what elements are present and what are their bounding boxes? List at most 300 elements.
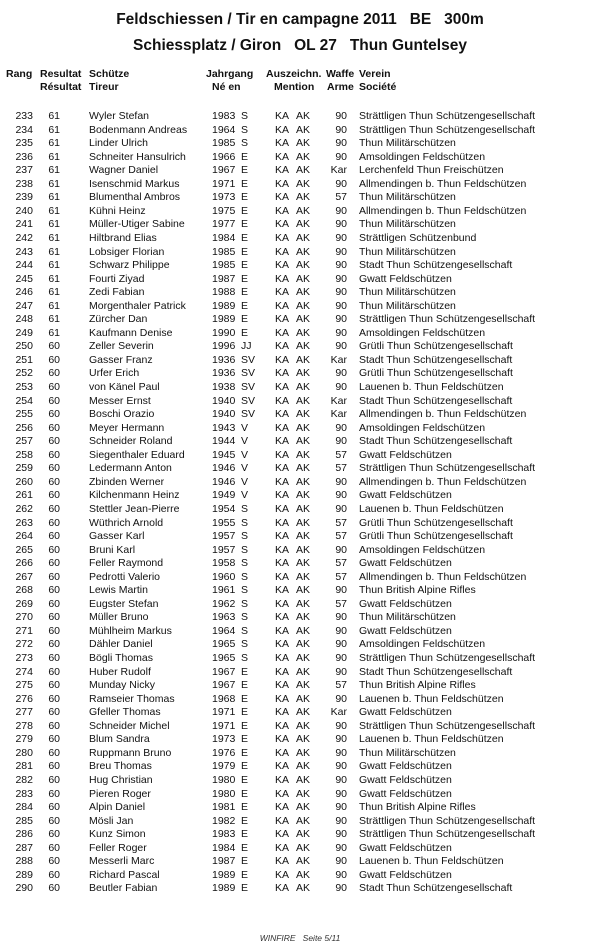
cell-auszeichnung-ak: AK bbox=[296, 394, 311, 407]
cell-auszeichnung-ak: AK bbox=[296, 259, 311, 272]
cell-auszeichnung-ka: KA bbox=[275, 394, 290, 407]
cell-schuetze: Hug Christian bbox=[89, 773, 153, 786]
cell-verein: Gwatt Feldschützen bbox=[359, 773, 452, 786]
cell-schuetze: Linder Ulrich bbox=[89, 137, 148, 150]
cell-waffe: 90 bbox=[335, 367, 347, 380]
cell-auszeichnung-ka: KA bbox=[275, 245, 290, 258]
cell-waffe: 90 bbox=[335, 692, 347, 705]
cell-auszeichnung-ak: AK bbox=[296, 584, 311, 597]
cell-schuetze: Bruni Karl bbox=[89, 543, 136, 556]
cell-verein: Gwatt Feldschützen bbox=[359, 272, 452, 285]
header-tireur: Tireur bbox=[89, 81, 119, 93]
cell-waffe: 90 bbox=[335, 773, 347, 786]
cell-rang: 238 bbox=[15, 177, 33, 190]
table-row bbox=[0, 652, 600, 666]
cell-waffe: 90 bbox=[335, 828, 347, 841]
cell-rang: 239 bbox=[15, 191, 33, 204]
cell-resultat: 61 bbox=[48, 272, 60, 285]
cell-jahrgang: 1940 bbox=[212, 394, 236, 407]
cell-auszeichnung-ak: AK bbox=[296, 489, 311, 502]
cell-schuetze: Kaufmann Denise bbox=[89, 326, 173, 339]
cell-schuetze: Isenschmid Markus bbox=[89, 177, 180, 190]
cell-kategorie: S bbox=[241, 638, 249, 651]
cell-jahrgang: 1967 bbox=[212, 164, 236, 177]
cell-auszeichnung-ak: AK bbox=[296, 855, 311, 868]
cell-resultat: 60 bbox=[48, 448, 60, 461]
cell-verein: Allmendingen b. Thun Feldschützen bbox=[359, 570, 527, 583]
cell-verein: Amsoldingen Feldschützen bbox=[359, 638, 486, 651]
cell-kategorie: V bbox=[241, 448, 249, 461]
cell-waffe: 57 bbox=[335, 597, 347, 610]
cell-jahrgang: 1964 bbox=[212, 123, 236, 136]
cell-kategorie: S bbox=[241, 597, 249, 610]
cell-auszeichnung-ak: AK bbox=[296, 882, 311, 895]
cell-rang: 241 bbox=[15, 218, 33, 231]
cell-kategorie: E bbox=[241, 733, 249, 746]
cell-kategorie: E bbox=[241, 801, 249, 814]
cell-schuetze: Wüthrich Arnold bbox=[89, 516, 164, 529]
cell-verein: Gwatt Feldschützen bbox=[359, 557, 452, 570]
cell-auszeichnung-ak: AK bbox=[296, 286, 311, 299]
cell-resultat: 60 bbox=[48, 543, 60, 556]
cell-resultat: 61 bbox=[48, 218, 60, 231]
cell-rang: 251 bbox=[15, 353, 33, 366]
cell-jahrgang: 1965 bbox=[212, 652, 236, 664]
cell-verein: Lauenen b. Thun Feldschützen bbox=[359, 855, 504, 868]
table-row bbox=[0, 354, 600, 368]
cell-kategorie: S bbox=[241, 570, 249, 583]
cell-verein: Stadt Thun Schützengesellschaft bbox=[359, 882, 513, 895]
cell-rang: 274 bbox=[15, 665, 33, 678]
cell-auszeichnung-ka: KA bbox=[275, 353, 290, 366]
table-row bbox=[0, 273, 600, 287]
cell-auszeichnung-ak: AK bbox=[296, 516, 311, 529]
cell-auszeichnung-ka: KA bbox=[275, 502, 290, 515]
cell-jahrgang: 1965 bbox=[212, 638, 236, 651]
cell-jahrgang: 1945 bbox=[212, 448, 236, 461]
cell-auszeichnung-ka: KA bbox=[275, 855, 290, 868]
cell-schuetze: Huber Rudolf bbox=[89, 665, 151, 678]
cell-resultat: 61 bbox=[48, 191, 60, 204]
header-jahrgang: Jahrgang bbox=[206, 68, 254, 80]
cell-schuetze: Beutler Fabian bbox=[89, 882, 158, 895]
cell-rang: 265 bbox=[15, 543, 33, 556]
table-row bbox=[0, 462, 600, 476]
cell-kategorie: S bbox=[241, 502, 249, 515]
cell-waffe: 90 bbox=[335, 882, 347, 895]
cell-waffe: 90 bbox=[335, 313, 347, 326]
cell-jahrgang: 1961 bbox=[212, 584, 236, 597]
cell-kategorie: S bbox=[241, 110, 249, 122]
cell-jahrgang: 1946 bbox=[212, 462, 236, 475]
cell-auszeichnung-ka: KA bbox=[275, 448, 290, 461]
cell-verein: Thun Militärschützen bbox=[359, 746, 456, 759]
cell-resultat: 60 bbox=[48, 394, 60, 407]
cell-kategorie: JJ bbox=[241, 340, 252, 353]
cell-verein: Stadt Thun Schützengesellschaft bbox=[359, 435, 513, 448]
table-row bbox=[0, 164, 600, 178]
cell-resultat: 60 bbox=[48, 719, 60, 732]
cell-kategorie: E bbox=[241, 150, 249, 163]
cell-schuetze: Siegenthaler Eduard bbox=[89, 448, 185, 461]
cell-waffe: 90 bbox=[335, 760, 347, 773]
cell-kategorie: S bbox=[241, 557, 249, 570]
cell-verein: Stadt Thun Schützengesellschaft bbox=[359, 259, 513, 272]
cell-jahrgang: 1985 bbox=[212, 245, 236, 258]
cell-schuetze: Messerli Marc bbox=[89, 855, 155, 868]
cell-rang: 273 bbox=[15, 652, 33, 664]
table-row bbox=[0, 733, 600, 747]
cell-jahrgang: 1979 bbox=[212, 760, 236, 773]
cell-waffe: 90 bbox=[335, 177, 347, 190]
cell-resultat: 61 bbox=[48, 164, 60, 177]
table-row bbox=[0, 178, 600, 192]
table-row bbox=[0, 422, 600, 436]
cell-verein: Thun Militärschützen bbox=[359, 611, 456, 624]
cell-rang: 288 bbox=[15, 855, 33, 868]
cell-schuetze: Mösli Jan bbox=[89, 814, 134, 827]
cell-resultat: 60 bbox=[48, 706, 60, 719]
cell-rang: 268 bbox=[15, 584, 33, 597]
cell-resultat: 61 bbox=[48, 177, 60, 190]
cell-jahrgang: 1955 bbox=[212, 516, 236, 529]
cell-waffe: 90 bbox=[335, 502, 347, 515]
cell-schuetze: Schneider Roland bbox=[89, 435, 173, 448]
cell-schuetze: Morgenthaler Patrick bbox=[89, 299, 186, 312]
table-row bbox=[0, 191, 600, 205]
cell-waffe: Kar bbox=[330, 706, 347, 719]
cell-auszeichnung-ak: AK bbox=[296, 530, 311, 543]
cell-auszeichnung-ka: KA bbox=[275, 543, 290, 556]
cell-jahrgang: 1984 bbox=[212, 231, 236, 244]
cell-auszeichnung-ka: KA bbox=[275, 231, 290, 244]
cell-resultat: 60 bbox=[48, 340, 60, 353]
cell-verein: Amsoldingen Feldschützen bbox=[359, 326, 486, 339]
cell-kategorie: E bbox=[241, 706, 249, 719]
cell-resultat: 60 bbox=[48, 855, 60, 868]
cell-auszeichnung-ka: KA bbox=[275, 773, 290, 786]
cell-schuetze: Alpin Daniel bbox=[89, 801, 146, 814]
table-row bbox=[0, 246, 600, 260]
cell-resultat: 60 bbox=[48, 801, 60, 814]
cell-kategorie: E bbox=[241, 231, 249, 244]
header-auszeichnung: Auszeichn. bbox=[266, 68, 322, 80]
cell-verein: Strättligen Thun Schützengesellschaft bbox=[359, 110, 536, 122]
cell-rang: 277 bbox=[15, 706, 33, 719]
cell-auszeichnung-ka: KA bbox=[275, 570, 290, 583]
cell-schuetze: Zeller Severin bbox=[89, 340, 154, 353]
cell-jahrgang: 1975 bbox=[212, 204, 236, 217]
cell-rang: 254 bbox=[15, 394, 33, 407]
cell-rang: 260 bbox=[15, 475, 33, 488]
cell-rang: 282 bbox=[15, 773, 33, 786]
table-row bbox=[0, 476, 600, 490]
cell-verein: Thun Militärschützen bbox=[359, 286, 456, 299]
cell-verein: Amsoldingen Feldschützen bbox=[359, 150, 486, 163]
cell-kategorie: E bbox=[241, 286, 249, 299]
cell-waffe: 90 bbox=[335, 638, 347, 651]
cell-rang: 261 bbox=[15, 489, 33, 502]
cell-verein: Gwatt Feldschützen bbox=[359, 597, 452, 610]
cell-kategorie: E bbox=[241, 773, 249, 786]
cell-kategorie: E bbox=[241, 164, 249, 177]
cell-waffe: 90 bbox=[335, 855, 347, 868]
table-row bbox=[0, 340, 600, 354]
cell-auszeichnung-ak: AK bbox=[296, 204, 311, 217]
cell-auszeichnung-ka: KA bbox=[275, 665, 290, 678]
cell-auszeichnung-ak: AK bbox=[296, 557, 311, 570]
cell-jahrgang: 1989 bbox=[212, 868, 236, 881]
cell-auszeichnung-ak: AK bbox=[296, 462, 311, 475]
cell-verein: Strättligen Schützenbund bbox=[359, 231, 477, 244]
cell-verein: Thun British Alpine Rifles bbox=[359, 584, 476, 597]
cell-resultat: 60 bbox=[48, 353, 60, 366]
cell-auszeichnung-ak: AK bbox=[296, 665, 311, 678]
cell-waffe: 90 bbox=[335, 340, 347, 353]
cell-jahrgang: 1940 bbox=[212, 408, 236, 421]
table-row bbox=[0, 611, 600, 625]
cell-waffe: 90 bbox=[335, 543, 347, 556]
header-verein: Verein bbox=[359, 68, 391, 80]
cell-rang: 256 bbox=[15, 421, 33, 434]
table-row bbox=[0, 693, 600, 707]
table-row bbox=[0, 544, 600, 558]
cell-rang: 249 bbox=[15, 326, 33, 339]
cell-waffe: 57 bbox=[335, 516, 347, 529]
cell-kategorie: E bbox=[241, 299, 249, 312]
cell-schuetze: Kilchenmann Heinz bbox=[89, 489, 180, 502]
cell-auszeichnung-ak: AK bbox=[296, 814, 311, 827]
cell-schuetze: Feller Raymond bbox=[89, 557, 164, 570]
cell-auszeichnung-ka: KA bbox=[275, 381, 290, 393]
cell-kategorie: E bbox=[241, 746, 249, 759]
cell-rang: 266 bbox=[15, 557, 33, 570]
cell-jahrgang: 1968 bbox=[212, 692, 236, 705]
cell-auszeichnung-ak: AK bbox=[296, 123, 311, 136]
cell-auszeichnung-ka: KA bbox=[275, 611, 290, 624]
cell-resultat: 60 bbox=[48, 570, 60, 583]
table-row bbox=[0, 842, 600, 856]
cell-schuetze: Lewis Martin bbox=[89, 584, 148, 597]
table-row bbox=[0, 828, 600, 842]
cell-schuetze: von Känel Paul bbox=[89, 381, 160, 393]
cell-waffe: 90 bbox=[335, 624, 347, 637]
document-title: Feldschiessen / Tir en campagne 2011 BE 300m bbox=[116, 11, 484, 28]
cell-auszeichnung-ak: AK bbox=[296, 218, 311, 231]
table-row bbox=[0, 788, 600, 802]
cell-auszeichnung-ak: AK bbox=[296, 313, 311, 326]
header-arme: Arme bbox=[327, 81, 354, 93]
cell-resultat: 61 bbox=[48, 313, 60, 326]
cell-auszeichnung-ka: KA bbox=[275, 624, 290, 637]
cell-kategorie: E bbox=[241, 841, 249, 854]
cell-jahrgang: 1957 bbox=[212, 543, 236, 556]
cell-jahrgang: 1988 bbox=[212, 286, 236, 299]
cell-waffe: 90 bbox=[335, 218, 347, 231]
cell-rang: 245 bbox=[15, 272, 33, 285]
cell-waffe: 57 bbox=[335, 448, 347, 461]
cell-resultat: 60 bbox=[48, 516, 60, 529]
cell-auszeichnung-ak: AK bbox=[296, 719, 311, 732]
cell-waffe: Kar bbox=[330, 408, 347, 421]
cell-waffe: 90 bbox=[335, 259, 347, 272]
cell-kategorie: E bbox=[241, 313, 249, 326]
cell-waffe: 90 bbox=[335, 801, 347, 814]
cell-waffe: 90 bbox=[335, 137, 347, 150]
cell-schuetze: Ledermann Anton bbox=[89, 462, 172, 475]
cell-verein: Gwatt Feldschützen bbox=[359, 489, 452, 502]
cell-kategorie: E bbox=[241, 218, 249, 231]
cell-auszeichnung-ka: KA bbox=[275, 177, 290, 190]
table-row bbox=[0, 530, 600, 544]
cell-auszeichnung-ka: KA bbox=[275, 259, 290, 272]
cell-auszeichnung-ka: KA bbox=[275, 530, 290, 543]
cell-verein: Thun Militärschützen bbox=[359, 245, 456, 258]
cell-kategorie: SV bbox=[241, 408, 256, 421]
cell-rang: 275 bbox=[15, 679, 33, 692]
cell-jahrgang: 1976 bbox=[212, 746, 236, 759]
header-resultat: Resultat bbox=[40, 68, 82, 80]
cell-auszeichnung-ka: KA bbox=[275, 746, 290, 759]
cell-waffe: 90 bbox=[335, 475, 347, 488]
cell-verein: Gwatt Feldschützen bbox=[359, 448, 452, 461]
cell-jahrgang: 1989 bbox=[212, 299, 236, 312]
cell-rang: 280 bbox=[15, 746, 33, 759]
cell-auszeichnung-ka: KA bbox=[275, 719, 290, 732]
cell-rang: 252 bbox=[15, 367, 33, 380]
cell-kategorie: E bbox=[241, 204, 249, 217]
cell-schuetze: Bögli Thomas bbox=[89, 652, 154, 664]
cell-resultat: 60 bbox=[48, 841, 60, 854]
cell-resultat: 61 bbox=[48, 259, 60, 272]
cell-jahrgang: 1962 bbox=[212, 597, 236, 610]
cell-verein: Allmendingen b. Thun Feldschützen bbox=[359, 408, 527, 421]
cell-kategorie: S bbox=[241, 624, 249, 637]
cell-waffe: 90 bbox=[335, 841, 347, 854]
cell-jahrgang: 1990 bbox=[212, 326, 236, 339]
cell-verein: Thun British Alpine Rifles bbox=[359, 679, 476, 692]
cell-jahrgang: 1983 bbox=[212, 828, 236, 841]
cell-auszeichnung-ka: KA bbox=[275, 787, 290, 800]
cell-auszeichnung-ka: KA bbox=[275, 733, 290, 746]
cell-auszeichnung-ka: KA bbox=[275, 557, 290, 570]
cell-schuetze: Bodenmann Andreas bbox=[89, 123, 188, 136]
cell-schuetze: Lobsiger Florian bbox=[89, 245, 165, 258]
cell-schuetze: Breu Thomas bbox=[89, 760, 152, 773]
table-row bbox=[0, 557, 600, 571]
cell-waffe: 57 bbox=[335, 679, 347, 692]
cell-auszeichnung-ak: AK bbox=[296, 692, 311, 705]
table-row bbox=[0, 110, 600, 124]
header-waffe: Waffe bbox=[326, 68, 355, 80]
cell-resultat: 60 bbox=[48, 652, 60, 664]
cell-auszeichnung-ak: AK bbox=[296, 570, 311, 583]
cell-resultat: 60 bbox=[48, 502, 60, 515]
cell-schuetze: Zbinden Werner bbox=[89, 475, 165, 488]
cell-auszeichnung-ak: AK bbox=[296, 638, 311, 651]
cell-schuetze: Stettler Jean-Pierre bbox=[89, 502, 180, 515]
cell-kategorie: E bbox=[241, 326, 249, 339]
cell-schuetze: Richard Pascal bbox=[89, 868, 160, 881]
cell-rang: 278 bbox=[15, 719, 33, 732]
cell-auszeichnung-ka: KA bbox=[275, 313, 290, 326]
cell-resultat: 60 bbox=[48, 367, 60, 380]
cell-verein: Gwatt Feldschützen bbox=[359, 868, 452, 881]
cell-auszeichnung-ak: AK bbox=[296, 381, 311, 393]
cell-schuetze: Blum Sandra bbox=[89, 733, 150, 746]
cell-verein: Stadt Thun Schützengesellschaft bbox=[359, 665, 513, 678]
cell-verein: Grütli Thun Schützengesellschaft bbox=[359, 340, 513, 353]
cell-jahrgang: 1967 bbox=[212, 679, 236, 692]
cell-resultat: 61 bbox=[48, 245, 60, 258]
cell-verein: Thun Militärschützen bbox=[359, 191, 456, 204]
cell-kategorie: S bbox=[241, 123, 249, 136]
cell-auszeichnung-ka: KA bbox=[275, 272, 290, 285]
cell-resultat: 60 bbox=[48, 611, 60, 624]
cell-verein: Gwatt Feldschützen bbox=[359, 624, 452, 637]
cell-auszeichnung-ka: KA bbox=[275, 340, 290, 353]
cell-waffe: 90 bbox=[335, 110, 347, 122]
cell-verein: Stadt Thun Schützengesellschaft bbox=[359, 353, 513, 366]
cell-kategorie: S bbox=[241, 611, 249, 624]
cell-rang: 285 bbox=[15, 814, 33, 827]
cell-resultat: 60 bbox=[48, 584, 60, 597]
cell-auszeichnung-ak: AK bbox=[296, 353, 311, 366]
cell-schuetze: Kunz Simon bbox=[89, 828, 146, 841]
cell-schuetze: Hiltbrand Elias bbox=[89, 231, 157, 244]
cell-resultat: 60 bbox=[48, 746, 60, 759]
cell-resultat: 61 bbox=[48, 286, 60, 299]
cell-schuetze: Kühni Heinz bbox=[89, 204, 146, 217]
table-row bbox=[0, 598, 600, 612]
cell-verein: Gwatt Feldschützen bbox=[359, 706, 452, 719]
cell-schuetze: Ramseier Thomas bbox=[89, 692, 175, 705]
cell-auszeichnung-ak: AK bbox=[296, 137, 311, 150]
cell-rang: 250 bbox=[15, 340, 33, 353]
cell-rang: 237 bbox=[15, 164, 33, 177]
cell-jahrgang: 1980 bbox=[212, 787, 236, 800]
cell-resultat: 60 bbox=[48, 381, 60, 393]
cell-waffe: 90 bbox=[335, 435, 347, 448]
cell-verein: Strättligen Thun Schützengesellschaft bbox=[359, 814, 536, 827]
cell-schuetze: Boschi Orazio bbox=[89, 408, 155, 421]
cell-jahrgang: 1981 bbox=[212, 801, 236, 814]
cell-verein: Gwatt Feldschützen bbox=[359, 841, 452, 854]
table-row bbox=[0, 666, 600, 680]
table-row bbox=[0, 286, 600, 300]
table-row bbox=[0, 408, 600, 422]
cell-kategorie: E bbox=[241, 692, 249, 705]
cell-auszeichnung-ka: KA bbox=[275, 706, 290, 719]
cell-jahrgang: 1980 bbox=[212, 773, 236, 786]
table-row bbox=[0, 151, 600, 165]
cell-verein: Strättligen Thun Schützengesellschaft bbox=[359, 462, 536, 475]
cell-waffe: 90 bbox=[335, 611, 347, 624]
cell-jahrgang: 1957 bbox=[212, 530, 236, 543]
cell-auszeichnung-ak: AK bbox=[296, 679, 311, 692]
cell-auszeichnung-ka: KA bbox=[275, 123, 290, 136]
cell-kategorie: S bbox=[241, 516, 249, 529]
cell-resultat: 60 bbox=[48, 421, 60, 434]
table-row bbox=[0, 232, 600, 246]
cell-kategorie: E bbox=[241, 245, 249, 258]
cell-resultat: 60 bbox=[48, 787, 60, 800]
cell-resultat: 60 bbox=[48, 773, 60, 786]
table-row bbox=[0, 882, 600, 896]
cell-rang: 259 bbox=[15, 462, 33, 475]
cell-auszeichnung-ak: AK bbox=[296, 245, 311, 258]
cell-verein: Lauenen b. Thun Feldschützen bbox=[359, 733, 504, 746]
